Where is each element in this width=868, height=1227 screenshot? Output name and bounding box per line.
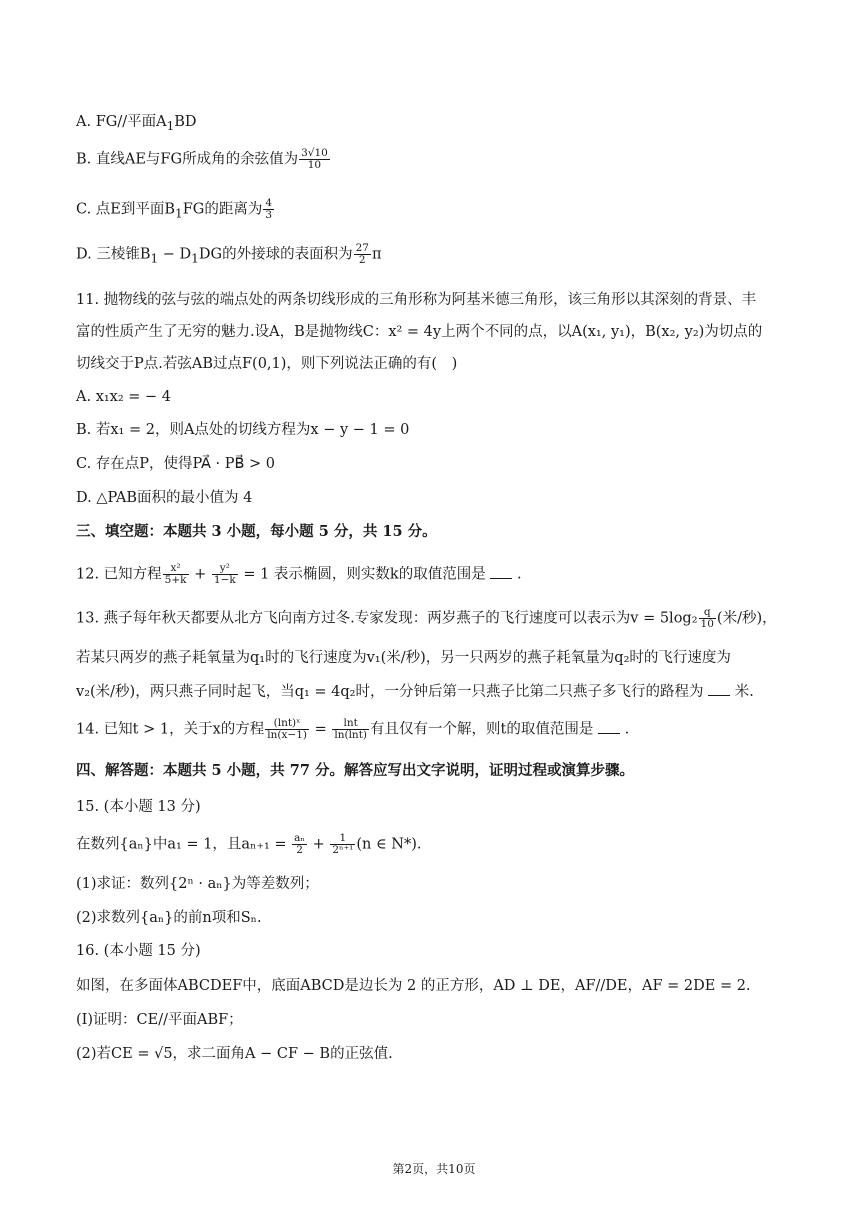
fraction: $\frac{\text{y²}}{1-k}$: [213, 562, 236, 586]
q15-part-2: (2)求数列{aₙ}的前n项和Sₙ.: [76, 910, 262, 926]
q15-heading: 15. (本小题 13 分): [76, 799, 201, 815]
fraction: $\frac{q}{10}$: [700, 606, 714, 630]
answer-blank: [598, 721, 620, 734]
q16-heading: 16. (本小题 15 分): [76, 943, 201, 959]
q11-option-a: A. x₁x₂ = − 4: [76, 389, 172, 405]
q11-option-c: C. 存在点P，使得PA⃗ · PB⃗ > 0: [76, 456, 276, 472]
q16-part-1: (I)证明：CE//平面ABF；: [76, 1012, 243, 1028]
fraction: $\frac{4}{3}$: [265, 197, 273, 221]
q15-stem: 在数列{aₙ}中a₁ = 1，且aₙ₊₁ = $\frac{\text{aₙ}}{2}$ + $\frac{1}{\text{2ⁿ⁺¹}}$ (n ∈ N*).: [76, 832, 422, 856]
answer-blank: [490, 566, 512, 579]
q11-line-1: 11. 抛物线的弦与弦的端点处的两条切线形成的三角形称为阿基米德三角形，该三角形以其深刻的背景、丰: [76, 292, 757, 308]
fraction: $\frac{\ln t}{\ln(\ln t)}$: [334, 717, 368, 741]
q10-option-a: A. FG//平面$A_1BD$: [76, 114, 197, 133]
q12: 12. 已知方程 $\frac{\text{x²}}{5+k}$ + $\frac{\text{y²}}{1-k}$ = 1 表示椭圆，则实数k的取值范围是 .: [76, 562, 522, 586]
page-footer: 第2页，共10页: [392, 1162, 476, 1176]
fraction: $\frac{\text{x²}}{5+k}$: [164, 562, 187, 586]
q13-line-1: 13. 燕子每年秋天都要从北方飞向南方过冬.专家发现：两岁燕子的飞行速度可以表示为v = 5log₂ $\frac{q}{10}$ (米/秒)，: [76, 606, 777, 630]
q16-stem: 如图，在多面体ABCDEF中，底面ABCD是边长为 2 的正方形，AD ⊥ DE，AF//DE，AF = 2DE = 2.: [76, 978, 751, 994]
q11-option-d: D. △PAB面积的最小值为 4: [76, 490, 253, 506]
q16-part-2: (2)若CE = √5，求二面角A − CF − B的正弦值.: [76, 1046, 393, 1062]
fraction: $\frac{\text{aₙ}}{2}$: [294, 832, 305, 856]
q10-option-c: C. 点E到平面$B_1FG$的距离为 $\frac{4}{3}$: [76, 197, 273, 221]
fraction: $\frac{1}{\text{2ⁿ⁺¹}}$: [332, 832, 354, 856]
q10-option-b: B. 直线AE与FG所成角的余弦值为 $\frac{3√10}{10}$: [76, 147, 328, 171]
q14: 14. 已知t > 1，关于x的方程 $\frac{\text{(lnt)ˣ}}{\ln(x-1)}$ = $\frac{\ln t}{\ln(\ln t)}$ 有且仅有一个解，则t的取值范围是 .: [76, 717, 630, 741]
q10-option-d: D. 三棱锥$B_1 - D_1DG$的外接球的表面积为 $\frac{27}{2}$ π: [76, 242, 382, 266]
fraction: $\frac{\text{(lnt)ˣ}}{\ln(x-1)}$: [267, 717, 307, 741]
answer-blank: [708, 683, 730, 696]
q15-part-1: (1)求证：数列{2ⁿ · aₙ}为等差数列；: [76, 876, 319, 892]
q13-line-3: v₂(米/秒)，两只燕子同时起飞，当q₁ = 4q₂时，一分钟后第一只燕子比第二只燕子多飞行的路程为 米.: [76, 684, 754, 700]
section-3-heading: 三、填空题：本题共 3 小题，每小题 5 分，共 15 分。: [76, 523, 437, 540]
q13-line-2: 若某只两岁的燕子耗氧量为q₁时的飞行速度为v₁(米/秒)，另一只两岁的燕子耗氧量为q₂时的飞行速度为: [76, 650, 731, 666]
q11-option-b: B. 若x₁ = 2，则A点处的切线方程为x − y − 1 = 0: [76, 422, 410, 438]
fraction: $\frac{27}{2}$: [355, 242, 369, 266]
section-4-heading: 四、解答题：本题共 5 小题，共 77 分。解答应写出文字说明，证明过程或演算步骤。: [76, 762, 634, 779]
q11-line-2: 富的性质产生了无穷的魅力.设A，B是抛物线C：x² = 4y上两个不同的点，以A(x₁, y₁)，B(x₂, y₂)为切点的: [76, 324, 763, 340]
fraction: $\frac{3√10}{10}$: [301, 147, 328, 171]
q11-line-3: 切线交于P点.若弦AB过点F(0,1)，则下列说法正确的有( ): [76, 356, 458, 372]
